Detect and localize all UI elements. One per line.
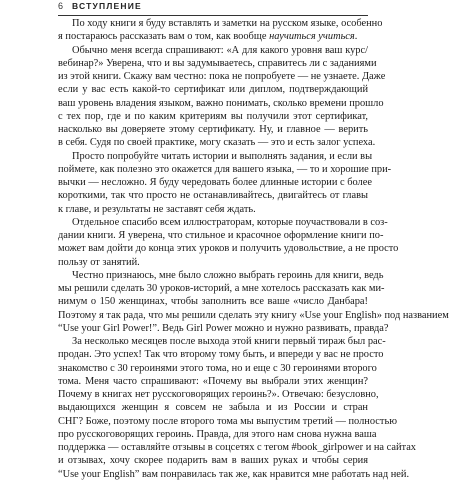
text-line: из этой книги. Скажу вам честно: пока не попробуете — не узнаете. Даже [58,71,386,82]
text-line: Обычно меня всегда спрашивают: «А для какого уровня ваш курс/ [72,44,368,56]
text-line: если у вас есть какой-то сертификат или диплом, подтверждающий [58,84,368,96]
text-line: мы решили сделать 30 уроков-историй, а мне хотелось рассказать как ми- [58,283,385,294]
text-line: пользу от занятий. [58,256,140,268]
italic-phrase: научиться учиться [269,31,355,43]
paragraph [58,150,392,216]
text-line: продан. Это успех! Так что второму тому быть, и впереди у вас не просто [58,349,384,361]
text-line: Просто попробуйте читать истории и выполнять задания, и если вы [72,150,373,162]
text-line [58,30,368,43]
text-line: короткими, так что просто не останавливайтесь, двигайтесь от главы [58,190,368,202]
text-line: ваш уровень владения языком, важно понимать, сколько времени прошло [58,97,384,109]
page-number: 6 [58,1,64,11]
paragraph [58,216,399,269]
text-line: Отдельное спасибо всем иллюстраторам, которые поучаствовали в соз- [72,216,388,228]
text-line: к главе, и результаты не заставят себя ждать. [58,203,256,215]
text-line: и отзывах, хочу скорее подарить вам в ваших руках и чтобы серия [58,455,368,467]
text-line: За несколько месяцев после выхода этой книги первый тираж был рас- [72,336,386,347]
text-line: Поэтому я так рада, что мы решили сделать эту книгу «Use your English» под названием [58,309,449,321]
paragraph [58,17,383,44]
text-line: с тех пор, где и по каким критериям вы получили этот сертификат, [58,110,368,122]
text-line: Почему в книгах нет русскоговорящих героинь?». Отвечаю: безусловно, [58,389,379,400]
text-line: дании книги. Я уверена, что стильное и красочное оформление книги по- [58,230,384,241]
text-line: поймете, как полезно это окажется для вашего языка, — то и хорошие при- [58,163,392,175]
text-line: По ходу книги я буду вставлять и заметки на русском языке, особенно [72,18,383,29]
text-line: “Use your English” вам понравилась так же, как нравится мне работать над ней. [58,468,410,480]
text-line: знакомство с 30 героинями этого тома, но и еще с 30 героинями второго [58,362,377,374]
text-line: нимум о 150 женщинах, чтобы заполнить все ваше «число Данбара! [58,296,368,308]
paragraph [58,44,386,150]
text-line: в себя. Судя по своей практике, могу сказать — это и есть залог успеха. [58,137,376,149]
running-head [58,1,368,16]
text-fragment: . [354,31,358,43]
text-line: про русскоговорящих героинь. Правда, для этого нам снова нужна ваша [58,428,377,440]
text-fragment: я постараюсь рассказать вам о том, как вообще [58,31,267,43]
body-text [58,17,449,481]
text-line: СНГ? Боже, поэтому после второго тома мы выпустим третий — полностью [58,415,397,427]
text-line: вебинар?» Уверена, что и вы задумываетесь, справитесь ли с заданиями [58,57,377,69]
text-line: может вам дойти до конца этих уроков и получить удовольствие, а не просто [58,243,399,255]
text-line: выдающихся женщин я совсем не забыла и из России и стран [58,402,368,414]
text-line: Честно признаюсь, мне было сложно выбрать героинь для книги, ведь [72,269,384,281]
text-line: поддержка — оставляйте отзывы в соцсетях с тегом #book_girlpower и на сайтах [58,442,417,453]
text-line: насколько вы доверяете этому сертификату. Ну, и главное — верить [58,124,368,135]
section-title: ВСТУПЛЕНИЕ [72,1,142,11]
text-line: “Use your Girl Power!”. Ведь Girl Power можно и нужно развивать, правда? [58,322,389,334]
text-line: вычки — несложно. Я буду чередовать более длинные истории с более [58,177,372,188]
text-line: тома. Меня часто спрашивают: «Почему вы выбрали этих женщин? [58,375,368,387]
paragraph [58,269,449,335]
paragraph [58,335,417,481]
